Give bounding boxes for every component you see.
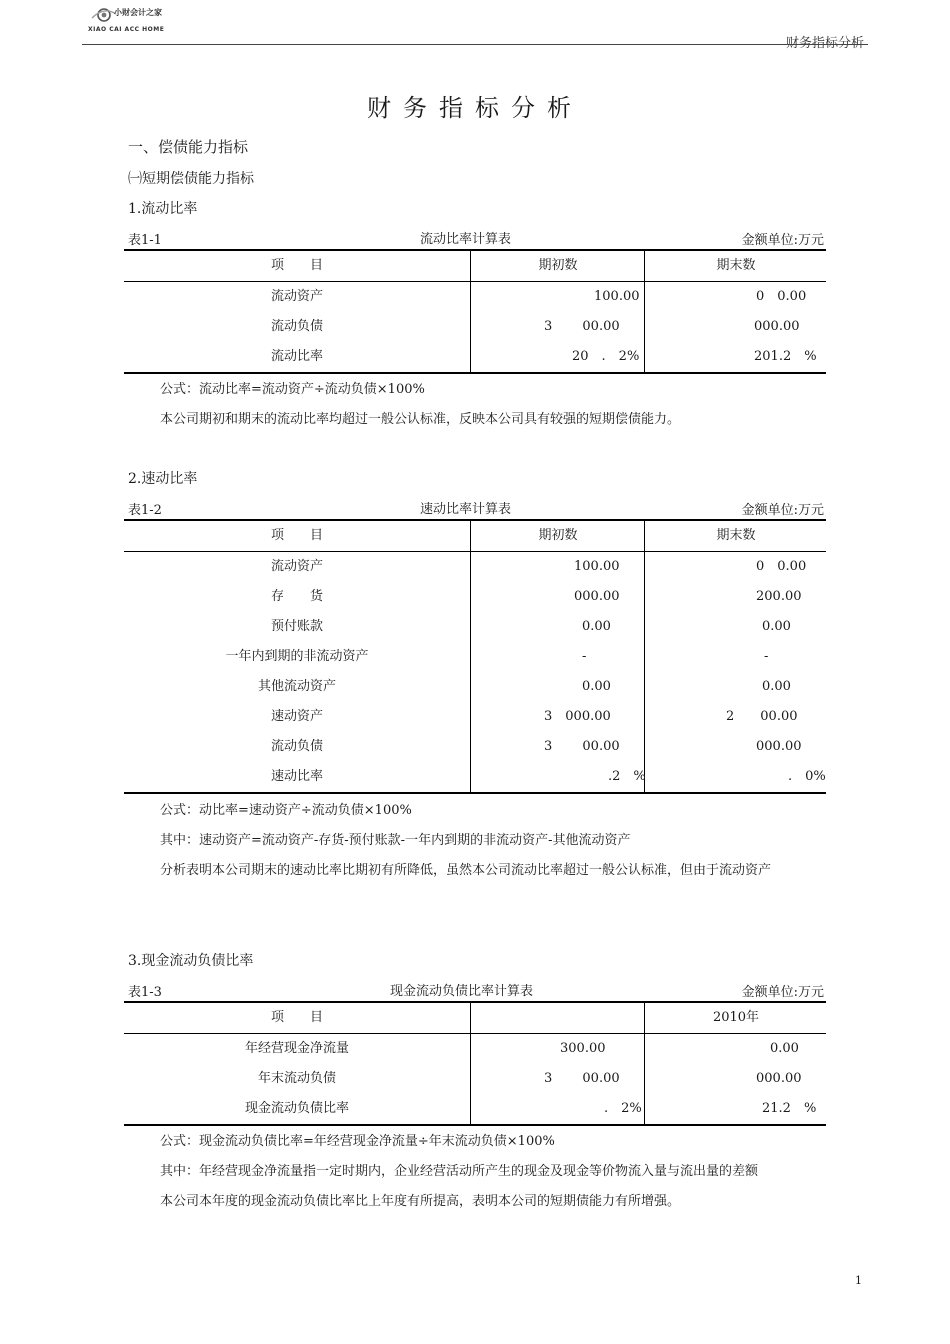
row-value: . 2%	[604, 1101, 642, 1116]
t2-table	[124, 519, 826, 794]
table-row	[124, 342, 826, 372]
table-row	[124, 642, 826, 672]
row-begin: 3 000.00	[544, 709, 611, 724]
t2-col-end: 期末数	[716, 528, 756, 543]
t3-analysis: 本公司本年度的现金流动负债比率比上年度有所提高，表明本公司的短期债能力有所增强。	[160, 1194, 681, 1209]
t3-table	[124, 1001, 826, 1126]
section-heading: 一、偿债能力指标	[128, 138, 249, 156]
row-end: 0.00	[762, 679, 791, 694]
table-row	[124, 612, 826, 642]
row-label: 预付账款	[270, 619, 323, 634]
t1-table	[124, 249, 826, 374]
row-end: 0 0.00	[756, 289, 807, 304]
row-label: 速动资产	[270, 709, 323, 724]
row-label: 流动资产	[270, 289, 323, 304]
row-value: 300.00	[560, 1041, 606, 1056]
t2-note: 其中：速动资产=流动资产-存货-预付账款-一年内到期的非流动资产-其他流动资产	[160, 833, 631, 848]
t2-unit: 金额单位:万元	[741, 503, 824, 518]
row-end: 000.00	[756, 739, 802, 754]
row-label: 其他流动资产	[257, 679, 336, 694]
t3-header-row	[124, 1003, 826, 1034]
table-row	[124, 1064, 826, 1094]
table-row	[124, 672, 826, 702]
t1-title: 流动比率计算表	[420, 232, 512, 247]
row-label: 存 货	[270, 589, 323, 604]
header-divider	[82, 44, 868, 45]
row-label: 一年内到期的非流动资产	[225, 649, 369, 664]
t2-title: 速动比率计算表	[420, 502, 512, 517]
table-row	[124, 582, 826, 612]
row-begin: 3 00.00	[544, 739, 620, 754]
row-end: 201.2 %	[754, 349, 817, 364]
table-row	[124, 702, 826, 732]
row-value-year: 000.00	[756, 1071, 802, 1086]
t2-col-item: 项 目	[270, 528, 323, 543]
t1-col-end: 期末数	[716, 258, 756, 273]
table-row	[124, 552, 826, 582]
t1-unit: 金额单位:万元	[741, 233, 824, 248]
logo	[88, 4, 188, 36]
row-label: 流动资产	[270, 559, 323, 574]
row-value: 3 00.00	[544, 1071, 620, 1086]
t2-col-begin: 期初数	[538, 528, 578, 543]
row-begin: .2 %	[608, 769, 646, 784]
row-begin: 0.00	[582, 619, 611, 634]
t3-unit: 金额单位:万元	[741, 985, 824, 1000]
table-row	[124, 732, 826, 762]
t2-number: 表1-2	[128, 503, 162, 518]
row-label: 年经营现金净流量	[244, 1041, 349, 1056]
table-row	[124, 1034, 826, 1064]
row-label: 流动负债	[270, 739, 323, 754]
row-begin: 100.00	[594, 289, 640, 304]
row-label: 现金流动负债比率	[244, 1101, 349, 1116]
row-end: -	[764, 649, 769, 664]
t3-col-blank	[472, 1003, 644, 1033]
row-label: 年末流动负债	[257, 1071, 336, 1086]
table-row	[124, 762, 826, 792]
t1-heading: 1.流动比率	[128, 201, 198, 217]
row-begin: 100.00	[574, 559, 620, 574]
t3-note: 其中：年经营现金净流量指一定时期内，企业经营活动所产生的现金及现金等价物流入量与流出量的差额	[160, 1164, 759, 1179]
row-end: . 0%	[788, 769, 826, 784]
row-begin: 0.00	[582, 679, 611, 694]
logo-en-text: XIAO CAI ACC HOME	[88, 26, 165, 33]
row-end: 0.00	[762, 619, 791, 634]
table-row	[124, 1094, 826, 1124]
t1-number: 表1-1	[128, 233, 162, 248]
t1-col-item: 项 目	[270, 258, 323, 273]
row-end: 000.00	[754, 319, 800, 334]
row-value-year: 0.00	[770, 1041, 799, 1056]
row-end: 200.00	[756, 589, 802, 604]
row-end: 2 00.00	[726, 709, 798, 724]
subsection-heading: ㈠短期偿债能力指标	[128, 171, 254, 187]
t1-analysis: 本公司期初和期末的流动比率均超过一般公认标准，反映本公司具有较强的短期偿债能力。	[160, 412, 681, 427]
t1-header-row	[124, 251, 826, 282]
page-number: 1	[855, 1274, 862, 1287]
t3-formula: 公式：现金流动负债比率=年经营现金净流量÷年末流动负债×100%	[160, 1134, 555, 1149]
row-value-year: 21.2 %	[762, 1101, 817, 1116]
row-label: 流动比率	[270, 349, 323, 364]
row-begin: 3 00.00	[544, 319, 620, 334]
t3-number: 表1-3	[128, 985, 162, 1000]
row-label: 速动比率	[270, 769, 323, 784]
t3-col-item: 项 目	[270, 1010, 323, 1025]
t2-formula: 公式：动比率=速动资产÷流动负债×100%	[160, 803, 412, 818]
t3-title: 现金流动负债比率计算表	[390, 984, 534, 999]
row-label: 流动负债	[270, 319, 323, 334]
t1-formula: 公式：流动比率=流动资产÷流动负债×100%	[160, 382, 425, 397]
t1-col-begin: 期初数	[538, 258, 578, 273]
t2-analysis: 分析表明本公司期末的速动比率比期初有所降低，虽然本公司流动比率超过一般公认标准，但由于流动资产	[160, 863, 772, 878]
t3-heading: 3.现金流动负债比率	[128, 953, 254, 969]
table-row	[124, 312, 826, 342]
logo-cn-text: 小财会计之家	[114, 8, 162, 17]
row-begin: -	[582, 649, 587, 664]
t3-col-year: 2010年	[712, 1010, 760, 1025]
row-begin: 000.00	[574, 589, 620, 604]
page-title: 财务指标分析	[367, 94, 583, 122]
row-end: 0 0.00	[756, 559, 807, 574]
t2-header-row	[124, 521, 826, 552]
row-begin: 20 . 2%	[572, 349, 640, 364]
t2-heading: 2.速动比率	[128, 471, 198, 487]
header-doc-title: 财务指标分析	[785, 36, 864, 51]
table-row	[124, 282, 826, 312]
